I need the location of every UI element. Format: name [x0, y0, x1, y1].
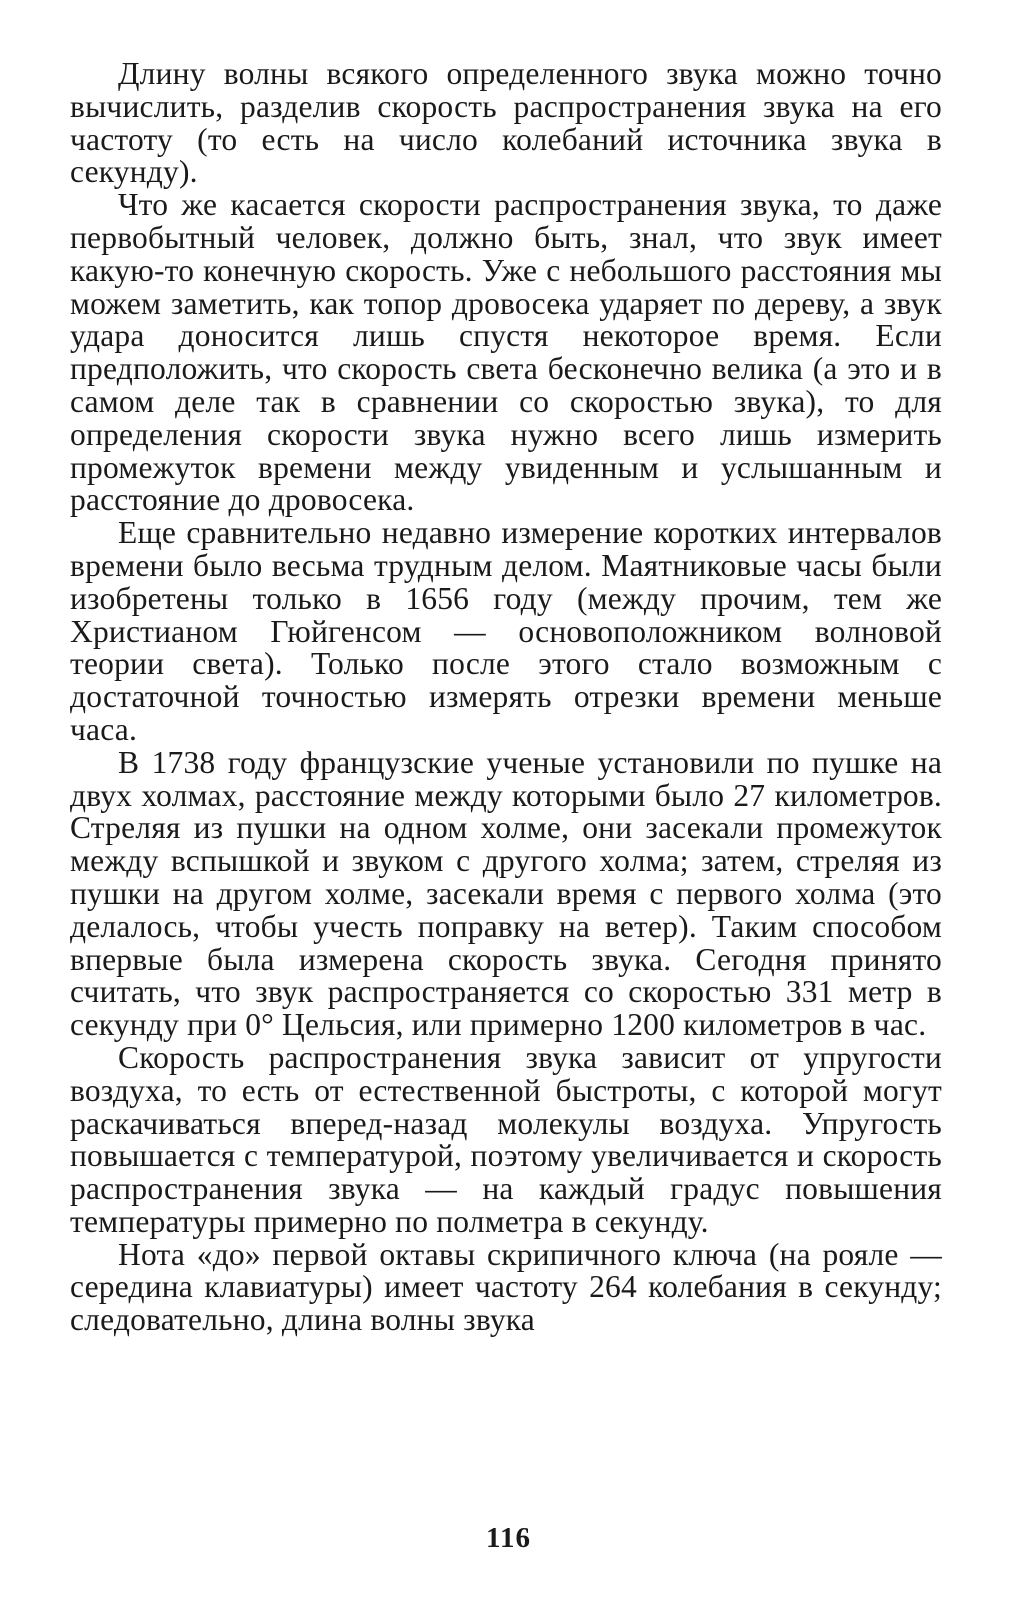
paragraph-1: Длину волны всякого определенного звука можно точно вычислить, разделив скорость распространения звука на его частоту (то есть на число колебаний источника звука в секунду).: [70, 56, 942, 190]
paragraph-4: В 1738 году французские ученые установили по пушке на двух холмах, расстояние между которыми было 27 километров. Стреляя из пушки на одном холме, они засекали промежуток между вспышкой и звуком с другого холма; затем, стреляя из пушки на другом холме, засекали время с первого холма (это делалось, чтобы учесть поправку на ветер). Таким способом впервые была измерена скорость звука. Сегодня принято считать, что звук распространяется со скоростью 331 метр в секунду при 0° Цельсия, или примерно 1200 километров в час.: [70, 744, 942, 1043]
paragraph-2: Что же касается скорости распространения звука, то даже первобытный человек, должно быть, знал, что звук имеет какую-то конечную скорость. Уже с небольшого расстояния мы можем заметить, как топор дровосека ударяет по дереву, а звук удара доносится лишь спустя некоторое время. Если предположить, что скорость света бесконечно велика (а это и в самом деле так в сравнении со скоростью звука), то для определения скорости звука нужно всего лишь измерить промежуток времени между увиденным и услышанным и расстояние до дровосека.: [70, 187, 942, 518]
page-number: 116: [486, 1522, 531, 1554]
page-text-block: [70, 58, 942, 1337]
paragraph-6: Нота «до» первой октавы скрипичного ключа (на рояле — середина клавиатуры) имеет частоту 264 колебания в секунду; следовательно, длина волны звука: [70, 1236, 942, 1338]
paragraph-3: Еще сравнительно недавно измерение коротких интервалов времени было весьма трудным делом. Маятниковые часы были изобретены только в 1656 году (между прочим, тем же Христианом Гюйгенсом — основоположником волновой теории света). Только после этого стало возможным с достаточной точностью измерять отрезки времени меньше часа.: [70, 515, 942, 747]
paragraph-5: Скорость распространения звука зависит от упругости воздуха, то есть от естественной быстроты, с которой могут раскачиваться вперед-назад молекулы воздуха. Упругость повышается с температурой, поэтому увеличивается и скорость распространения звука — на каждый градус повышения температуры примерно по полметра в секунду.: [70, 1039, 942, 1239]
